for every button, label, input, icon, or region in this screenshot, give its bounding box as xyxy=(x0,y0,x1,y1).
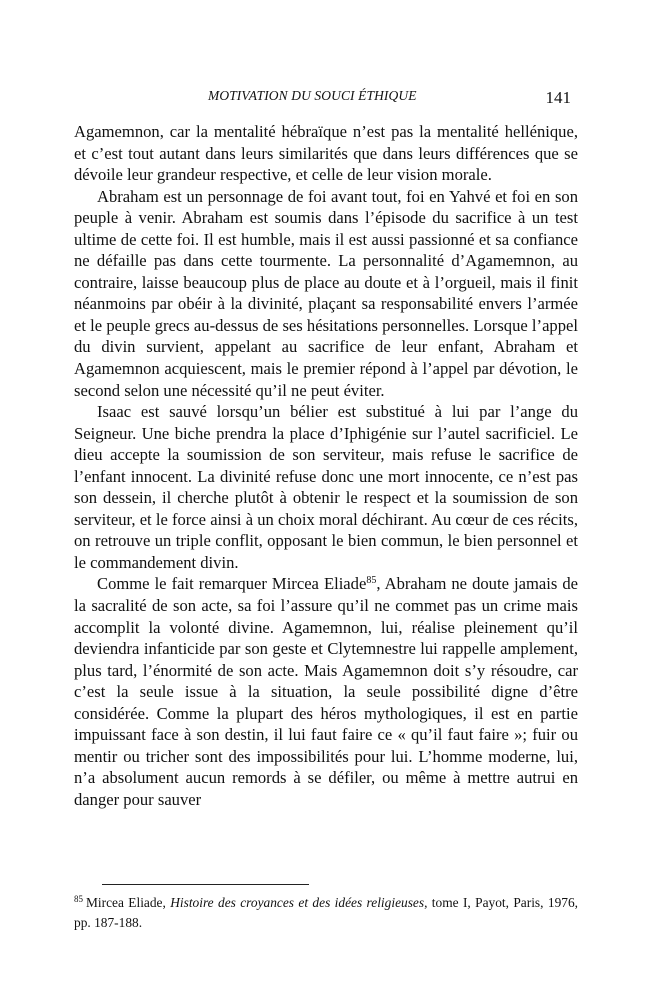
footnote-author: Mircea Eliade, xyxy=(86,895,171,910)
book-page xyxy=(74,0,578,1007)
paragraph-text: , Abraham ne doute jamais de la sacralité de son acte, sa foi l’assure qu’il ne commet pas un crime mais accomplit la volonté divine. Agamemnon, lui, réalise pleinement qu’il deviendra infanticide par son geste et Clytemnestre lui rappelle amplement, plus tard, l’énormité de son acte. Mais Agamemnon doit s’y résoudre, car c’est la seule issue à la situation, la seule possibilité digne d’être considérée. Comme la plupart des héros mythologiques, il est en partie impuissant face à son destin, il lui faut faire ce « qu’il faut faire »; fuir ou mentir ou tricher sont des impossibilités pour lui. L’homme moderne, lui, n’a absolument aucun remords à se défiler, ou même à mettre autrui en danger pour sauver xyxy=(74,574,578,809)
footnote-book-title: Histoire des croyances et des idées religieuses xyxy=(170,895,425,910)
body-text xyxy=(74,121,578,811)
footnote xyxy=(74,893,578,933)
footnote-number: 85 xyxy=(74,894,83,904)
paragraph xyxy=(74,573,578,810)
footnote-publication: , tome I, Payot, Paris, 1976, pp. 187-188. xyxy=(74,895,578,930)
running-title: MOTIVATION DU SOUCI ÉTHIQUE xyxy=(208,88,417,103)
page-number: 141 xyxy=(545,88,571,107)
paragraph: Abraham est un personnage de foi avant tout, foi en Yahvé et foi en son peuple à venir. Abraham est soumis dans l’épisode du sacrifice à un test ultime de cette foi. Il est humble, mais il est aussi passionné et sa confiance ne défaille pas dans cette tourmente. La personnalité d’Agamemnon, au contraire, laisse beaucoup plus de place au doute et à l’orgueil, mais il finit néanmoins par obéir à la divinité, plaçant sa responsabilité envers l’armée et le peuple grecs au-dessus de ses hésitations personnelles. Lorsque l’appel du divin survient, appelant au sacrifice de leur enfant, Abraham et Agamemnon acquiescent, mais le premier répond à l’appel par dévotion, le second selon une nécessité qu’il ne peut éviter. xyxy=(74,186,578,400)
paragraph: Agamemnon, car la mentalité hébraïque n’est pas la mentalité hellénique, et c’est tout autant dans leurs similarités que dans leurs différences que se dévoile leur grandeur respective, et celle de leur vision morale. xyxy=(74,122,578,185)
paragraph-text: Comme le fait remarquer Mircea Eliade xyxy=(97,574,367,594)
paragraph: Isaac est sauvé lorsqu’un bélier est substitué à lui par l’ange du Seigneur. Une biche prendra la place d’Iphigénie sur l’autel sacrificiel. Le dieu accepte la soumission de son serviteur, mais refuse le sacrifice de l’enfant innocent. La divinité refuse donc une mort innocente, ce n’est pas son dessein, il cherche plutôt à obtenir le respect et la soumission de son serviteur, et le force ainsi à un choix moral déchirant. Au cœur de ces récits, on retrouve un triple conflit, opposant le bien commun, le bien personnel et le commandement divin. xyxy=(74,402,578,572)
footnote-separator xyxy=(102,884,309,885)
footnote-reference[interactable]: 85 xyxy=(366,575,377,587)
running-header xyxy=(74,88,578,110)
